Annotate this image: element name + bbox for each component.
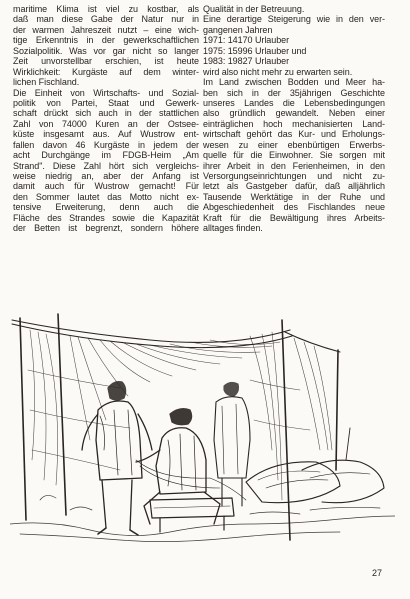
text-line: einträglichen hoch mechanisierten Land-	[203, 118, 385, 129]
text-line: der Betten ist begrenzt, sondern höhere	[13, 223, 199, 234]
text-line: unseres Landes die Lebensbedingungen	[203, 97, 385, 108]
page-number: 27	[371, 568, 382, 578]
text-line: daß man diese Gabe der Natur nur in	[13, 14, 199, 25]
text-line: Im Land zwischen Bodden und Meer ha-	[203, 77, 385, 88]
text-line: Die Einheit von Wirtschafts- und Sozial-	[13, 87, 199, 98]
text-line: letzt als Gastgeber dafür, daß alljährlich	[203, 181, 385, 192]
text-line: tige Erkenntnis in der gewerkschaftlichen	[13, 35, 199, 46]
visitor-stat-1983: 1983: 19827 Urlauber	[203, 56, 290, 67]
text-line: gangenen Jahren	[203, 24, 273, 35]
text-line: Versorgungseinrichtungen und nicht zu-	[203, 171, 385, 181]
text-line: Qualität in der Betreuung.	[203, 4, 305, 14]
text-line: acht Durchgänge im FDGB-Heim „Am	[13, 150, 199, 161]
text-line: fallen davon 46 Kurgäste in jedem der	[13, 139, 199, 150]
text-line: Zeit unvorstellbar erschien, ist heute	[13, 56, 199, 67]
text-line: damit auch für Wustrow gemacht! Für	[13, 181, 199, 192]
text-line: Zahl von 74000 Kuren an der Ostsee-	[13, 118, 199, 129]
text-line: also gründlich gewandelt. Neben einer	[203, 108, 385, 119]
text-line: Tausende Werktätige in der Ruhe und	[203, 191, 385, 202]
text-line: Kraft für die Bewältigung ihres Arbeits-	[203, 212, 385, 223]
visitor-stat-1975: 1975: 15996 Urlauber und	[203, 45, 307, 56]
text-line: weise niedrig an, aber der Anfang ist	[13, 171, 199, 181]
text-line: den Sommer lautet das Motto nicht ex-	[13, 191, 199, 202]
text-line: quelle für die Einwohner. Sie sorgen mit	[203, 150, 385, 161]
text-line: Sozialpolitik. Was vor gar nicht so langer	[13, 45, 199, 56]
left-text-column	[13, 4, 199, 234]
text-line: tensive Erweiterung, denn auch die	[13, 202, 199, 213]
text-line: Strand". Diese Zahl hört sich vergleichs-	[13, 160, 199, 171]
text-line: ihrer Arbeit in den Ferienheimen, in den	[203, 160, 385, 171]
text-line: politik von Partei, Staat und Gewerk-	[13, 97, 199, 108]
text-line: schaft drückt sich auch in der stattlichen	[13, 108, 199, 119]
text-line: Fläche des Strandes sowie die Kapazität	[13, 212, 199, 223]
right-text-column	[203, 4, 385, 234]
text-line: lichen Fischland.	[13, 77, 80, 88]
text-line: maritime Klima ist viel zu kostbar, als	[13, 4, 199, 14]
text-line: Abgeschiedenheit des Fischlandes neue	[203, 202, 385, 213]
text-line: wirtschaft gehört das Kur- und Erholungs-	[203, 129, 385, 140]
fishermen-with-nets-sketch-icon	[10, 310, 395, 545]
text-line: wesen zu einer ebenbürtigen Erwerbs-	[203, 139, 385, 150]
text-line: Wirklichkeit: Kurgäste auf dem winter-	[13, 66, 199, 77]
text-line: der warmen Jahreszeit nutzt – eine wich-	[13, 24, 199, 35]
text-line: Eine derartige Steigerung wie in den ver-	[203, 14, 385, 25]
text-line: alltages finden.	[203, 223, 263, 234]
text-line: wird also nicht mehr zu erwarten sein.	[203, 66, 353, 77]
text-line: ben sich in der 35jährigen Geschichte	[203, 87, 385, 98]
visitor-stat-1971: 1971: 14170 Urlauber	[203, 35, 290, 46]
text-line: küste insgesamt aus. Auf Wustrow ent-	[13, 129, 199, 140]
